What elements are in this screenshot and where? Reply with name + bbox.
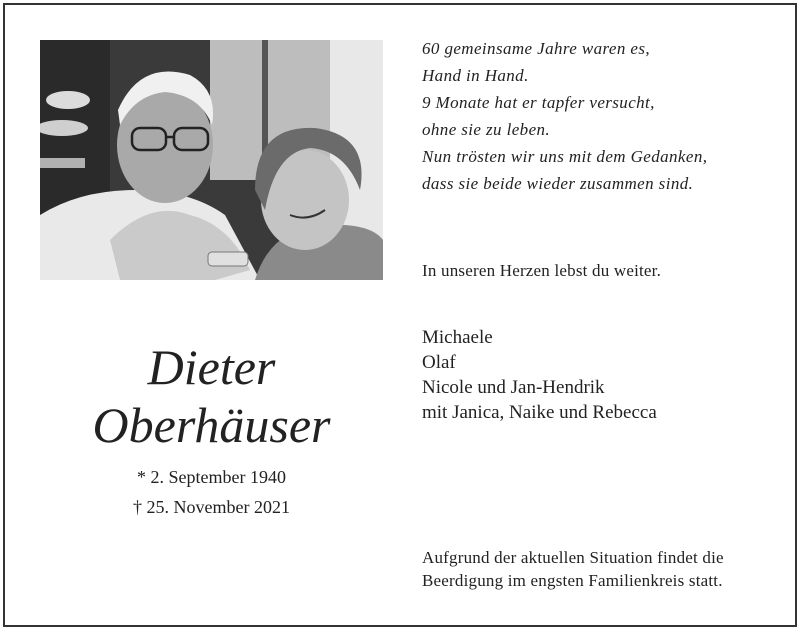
- family-member: Olaf: [422, 352, 456, 373]
- family-member: mit Janica, Naike und Rebecca: [422, 402, 657, 423]
- funeral-notice: [422, 546, 782, 592]
- family-list: [422, 325, 782, 425]
- notice-line: Aufgrund der aktuellen Situation findet die: [422, 548, 724, 567]
- notice-line: Beerdigung im engsten Familienkreis statt.: [422, 571, 723, 590]
- birth-date: * 2. September 1940: [137, 467, 286, 487]
- poem-line: ohne sie zu leben.: [422, 120, 551, 139]
- couple-photo: [40, 40, 383, 280]
- poem-line: 60 gemeinsame Jahre waren es,: [422, 39, 650, 58]
- poem-line: dass sie beide wieder zusammen sind.: [422, 174, 694, 193]
- family-member: Michaele: [422, 327, 493, 348]
- death-date: † 25. November 2021: [133, 497, 290, 517]
- poem-line: Nun trösten wir uns mit dem Gedanken,: [422, 147, 708, 166]
- deceased-last-name: Oberhäuser: [92, 397, 331, 453]
- poem-line: 9 Monate hat er tapfer versucht,: [422, 93, 655, 112]
- poem-line: Hand in Hand.: [422, 66, 529, 85]
- deceased-first-name: Dieter: [147, 339, 276, 395]
- poem: [422, 35, 782, 197]
- life-dates: [40, 462, 383, 522]
- memorial-line: In unseren Herzen lebst du weiter.: [422, 261, 662, 280]
- family-member: Nicole und Jan-Hendrik: [422, 377, 605, 398]
